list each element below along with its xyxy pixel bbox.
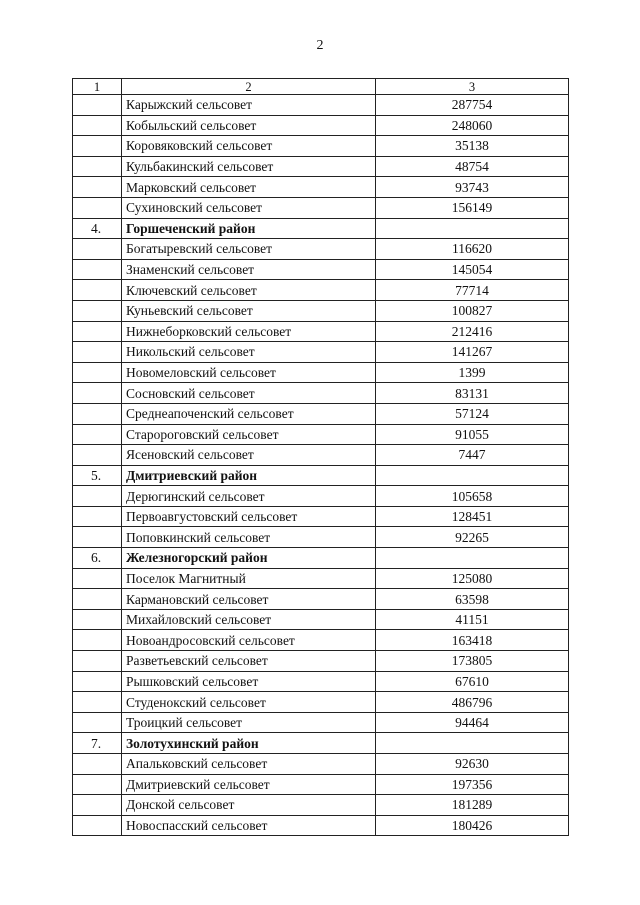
row-value-cell: 105658 [376,486,569,507]
row-name-cell: Среднеапоченский сельсовет [122,403,376,424]
row-number-cell [73,589,122,610]
row-value-cell: 1399 [376,362,569,383]
table-header-row [73,79,569,95]
row-number-cell [73,568,122,589]
row-name-cell: Новомеловский сельсовет [122,362,376,383]
row-number-cell [73,177,122,198]
row-value-cell: 287754 [376,95,569,116]
table-row [73,651,569,672]
row-name-cell: Горшеченский район [122,218,376,239]
row-value-cell: 100827 [376,300,569,321]
district-row [73,218,569,239]
table-row [73,280,569,301]
row-value-cell: 156149 [376,197,569,218]
row-number-cell: 5. [73,465,122,486]
row-number-cell [73,362,122,383]
row-value-cell: 145054 [376,259,569,280]
table-body [73,79,569,836]
row-number-cell [73,95,122,116]
table-row [73,692,569,713]
row-number-cell [73,239,122,260]
table-row [73,506,569,527]
row-name-cell: Железногорский район [122,548,376,569]
row-value-cell: 486796 [376,692,569,713]
row-name-cell: Кульбакинский сельсовет [122,156,376,177]
row-value-cell [376,218,569,239]
row-value-cell [376,733,569,754]
row-number-cell [73,630,122,651]
row-value-cell: 197356 [376,774,569,795]
row-name-cell: Кобыльский сельсовет [122,115,376,136]
table-row [73,136,569,157]
row-value-cell: 57124 [376,403,569,424]
row-value-cell: 92630 [376,754,569,775]
table-row [73,568,569,589]
row-name-cell: Первоавгустовский сельсовет [122,506,376,527]
table-row [73,342,569,363]
row-value-cell: 180426 [376,815,569,836]
table-row [73,754,569,775]
row-value-cell: 248060 [376,115,569,136]
row-value-cell: 141267 [376,342,569,363]
table-row [73,403,569,424]
row-value-cell: 125080 [376,568,569,589]
table-row [73,197,569,218]
row-name-cell: Рышковский сельсовет [122,671,376,692]
row-value-cell: 212416 [376,321,569,342]
table-row [73,156,569,177]
row-number-cell [73,651,122,672]
row-value-cell: 94464 [376,712,569,733]
row-value-cell [376,548,569,569]
row-value-cell [376,465,569,486]
row-name-cell: Поповкинский сельсовет [122,527,376,548]
row-number-cell [73,342,122,363]
row-number-cell [73,486,122,507]
row-number-cell [73,197,122,218]
table-row [73,239,569,260]
row-value-cell: 41151 [376,609,569,630]
row-name-cell: Дерюгинский сельсовет [122,486,376,507]
row-value-cell: 91055 [376,424,569,445]
row-number-cell [73,280,122,301]
row-value-cell: 181289 [376,795,569,816]
row-name-cell: Нижнеборковский сельсовет [122,321,376,342]
row-name-cell: Михайловский сельсовет [122,609,376,630]
row-number-cell: 6. [73,548,122,569]
row-value-cell: 77714 [376,280,569,301]
row-name-cell: Ясеновский сельсовет [122,445,376,466]
table-row [73,815,569,836]
row-name-cell: Никольский сельсовет [122,342,376,363]
header-col-2: 2 [122,79,376,95]
table-row [73,115,569,136]
row-name-cell: Поселок Магнитный [122,568,376,589]
row-name-cell: Золотухинский район [122,733,376,754]
row-number-cell: 7. [73,733,122,754]
row-number-cell [73,671,122,692]
row-number-cell [73,321,122,342]
table-row [73,445,569,466]
row-value-cell: 128451 [376,506,569,527]
table-row [73,589,569,610]
row-number-cell [73,403,122,424]
row-value-cell: 83131 [376,383,569,404]
allocation-table [72,78,569,836]
header-col-3: 3 [376,79,569,95]
row-value-cell: 67610 [376,671,569,692]
row-name-cell: Донской сельсовет [122,795,376,816]
row-name-cell: Студенокский сельсовет [122,692,376,713]
table-row [73,795,569,816]
row-name-cell: Богатыревский сельсовет [122,239,376,260]
row-name-cell: Новоандросовский сельсовет [122,630,376,651]
row-number-cell [73,692,122,713]
row-name-cell: Апальковский сельсовет [122,754,376,775]
row-number-cell [73,156,122,177]
row-number-cell: 4. [73,218,122,239]
table-row [73,177,569,198]
table-row [73,95,569,116]
row-number-cell [73,795,122,816]
row-name-cell: Дмитриевский район [122,465,376,486]
table-row [73,300,569,321]
row-number-cell [73,712,122,733]
row-number-cell [73,445,122,466]
row-number-cell [73,424,122,445]
row-number-cell [73,259,122,280]
row-value-cell: 93743 [376,177,569,198]
row-name-cell: Куньевский сельсовет [122,300,376,321]
row-name-cell: Разветьевский сельсовет [122,651,376,672]
row-name-cell: Кармановский сельсовет [122,589,376,610]
row-name-cell: Троицкий сельсовет [122,712,376,733]
table-row [73,259,569,280]
row-number-cell [73,609,122,630]
table-row [73,712,569,733]
row-value-cell: 116620 [376,239,569,260]
row-value-cell: 35138 [376,136,569,157]
row-name-cell: Коровяковский сельсовет [122,136,376,157]
district-row [73,465,569,486]
row-number-cell [73,527,122,548]
row-value-cell: 48754 [376,156,569,177]
row-value-cell: 63598 [376,589,569,610]
row-name-cell: Новоспасский сельсовет [122,815,376,836]
row-number-cell [73,300,122,321]
row-value-cell: 92265 [376,527,569,548]
table-row [73,630,569,651]
row-number-cell [73,383,122,404]
table-row [73,774,569,795]
row-name-cell: Дмитриевский сельсовет [122,774,376,795]
district-row [73,548,569,569]
table-row [73,424,569,445]
table-row [73,671,569,692]
district-row [73,733,569,754]
row-name-cell: Старороговский сельсовет [122,424,376,445]
row-value-cell: 7447 [376,445,569,466]
table-row [73,362,569,383]
table-row [73,486,569,507]
row-name-cell: Сухиновский сельсовет [122,197,376,218]
page-number: 2 [316,38,324,53]
row-number-cell [73,506,122,527]
header-col-1: 1 [73,79,122,95]
row-name-cell: Карыжский сельсовет [122,95,376,116]
row-number-cell [73,774,122,795]
row-value-cell: 173805 [376,651,569,672]
row-number-cell [73,136,122,157]
row-value-cell: 163418 [376,630,569,651]
row-name-cell: Сосновский сельсовет [122,383,376,404]
row-name-cell: Марковский сельсовет [122,177,376,198]
table-row [73,527,569,548]
table-row [73,383,569,404]
table-row [73,321,569,342]
row-number-cell [73,754,122,775]
row-name-cell: Знаменский сельсовет [122,259,376,280]
row-number-cell [73,815,122,836]
row-name-cell: Ключевский сельсовет [122,280,376,301]
table-row [73,609,569,630]
row-number-cell [73,115,122,136]
